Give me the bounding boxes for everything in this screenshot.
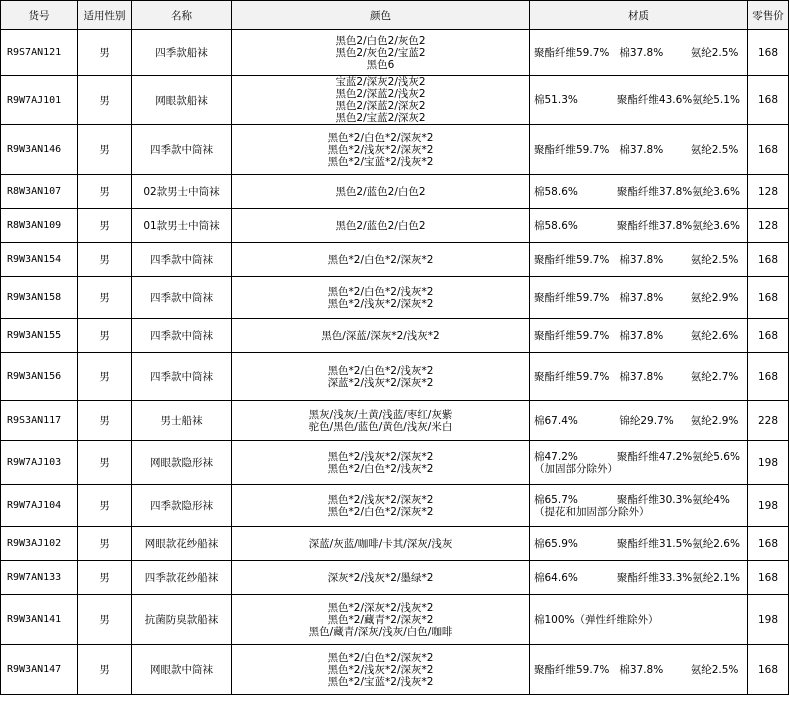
material-component: 棉67.4%: [534, 414, 578, 427]
cell-price: 198: [748, 485, 789, 527]
cell-price: 228: [748, 401, 789, 441]
cell-colors: [232, 30, 530, 76]
cell-price: 168: [748, 277, 789, 319]
cell-code: R9W3AN158: [1, 277, 78, 319]
cell-gender: 男: [78, 441, 132, 485]
color-line: 黑色2/深蓝2/浅灰2: [335, 88, 426, 100]
cell-code: R9W7AJ104: [1, 485, 78, 527]
color-line: 黑色*2/浅灰*2/深灰*2: [327, 143, 434, 156]
material-line: [534, 494, 745, 506]
color-line: 深蓝/灰蓝/咖啡/卡其/深灰/浅灰: [308, 537, 453, 550]
material-component: 聚酯纤维59.7%: [534, 663, 610, 676]
table-row: [1, 441, 789, 485]
cell-gender: 男: [78, 277, 132, 319]
material-line: [534, 614, 745, 626]
cell-code: R9W3AN156: [1, 353, 78, 401]
color-line: 深蓝*2/浅灰*2/深灰*2: [327, 376, 434, 389]
table-row: [1, 30, 789, 76]
color-line: 黑色2/白色2/灰色2: [335, 34, 426, 47]
material-line: [534, 371, 745, 383]
material-component: 氨纶2.9%: [690, 291, 739, 304]
material-line: [534, 220, 745, 232]
color-line: 宝蓝2/深灰2/浅灰2: [335, 76, 426, 88]
color-line: 黑色6: [366, 58, 395, 71]
material-component: 氨纶2.6%: [692, 537, 740, 550]
color-line: 黑色/深蓝/深灰*2/浅灰*2: [321, 329, 440, 342]
material-component: 氨纶3.6%: [692, 185, 740, 198]
table-row: [1, 319, 789, 353]
color-line: 黑色*2/白色*2/浅灰*2: [327, 462, 434, 475]
material-component: 氨纶5.1%: [692, 94, 740, 106]
material-line: [534, 94, 745, 106]
material-component: 聚酯纤维59.7%: [534, 253, 610, 266]
header-row: [1, 1, 789, 30]
cell-colors: [232, 595, 530, 645]
material-component: 棉37.8%: [619, 370, 664, 383]
color-line: 黑色*2/宝蓝*2/浅灰*2: [327, 155, 434, 168]
cell-gender: 男: [78, 76, 132, 125]
cell-material: [530, 209, 748, 243]
cell-gender: 男: [78, 401, 132, 441]
cell-code: R9W3AN141: [1, 595, 78, 645]
color-line: 黑色*2/宝蓝*2/浅灰*2: [327, 675, 434, 688]
cell-code: R9W3AN147: [1, 645, 78, 695]
material-component: 氨纶2.6%: [690, 329, 739, 342]
material-component: 氨纶5.6%: [692, 450, 740, 463]
color-line: 驼色/黑色/蓝色/黄色/浅灰/米白: [308, 420, 453, 433]
color-line: 黑色*2/白色*2/浅灰*2: [327, 285, 434, 298]
color-line: 深灰*2/浅灰*2/墨绿*2: [327, 571, 434, 584]
cell-price: 168: [748, 125, 789, 175]
cell-code: R9W3AN155: [1, 319, 78, 353]
cell-gender: 男: [78, 595, 132, 645]
table-row: [1, 76, 789, 125]
cell-price: 198: [748, 595, 789, 645]
cell-gender: 男: [78, 319, 132, 353]
color-line: 黑色*2/浅灰*2/深灰*2: [327, 450, 434, 463]
cell-colors: [232, 401, 530, 441]
cell-price: 168: [748, 30, 789, 76]
cell-colors: [232, 319, 530, 353]
cell-colors: [232, 527, 530, 561]
material-component: 锦纶29.7%: [619, 414, 674, 427]
cell-gender: 男: [78, 243, 132, 277]
table-row: [1, 645, 789, 695]
material-component: 棉51.3%: [534, 94, 578, 106]
material-component: 聚酯纤维31.5%: [616, 537, 693, 550]
material-component: 棉64.6%: [534, 571, 578, 584]
table-body: [1, 30, 789, 695]
cell-code: R8W3AN109: [1, 209, 78, 243]
header-material: 材质: [530, 1, 748, 30]
cell-name: 四季款中筒袜: [132, 243, 232, 277]
table-row: [1, 243, 789, 277]
material-component: 聚酯纤维59.7%: [534, 291, 610, 304]
cell-material: [530, 277, 748, 319]
material-line: [534, 144, 745, 156]
cell-price: 168: [748, 76, 789, 125]
material-component: 氨纶2.5%: [690, 143, 739, 156]
cell-material: [530, 401, 748, 441]
material-component: 氨纶4%: [692, 493, 730, 506]
material-component: 棉47.2%: [534, 450, 578, 463]
material-line: [534, 664, 745, 676]
cell-name: 网眼款隐形袜: [132, 441, 232, 485]
material-component: 棉58.6%: [534, 185, 578, 198]
cell-code: R9W7AJ101: [1, 76, 78, 125]
material-component: 聚酯纤维37.8%: [616, 219, 693, 232]
cell-code: R9W3AN154: [1, 243, 78, 277]
color-line: 黑色2/蓝色2/白色2: [335, 185, 426, 198]
table-row: [1, 175, 789, 209]
cell-gender: 男: [78, 353, 132, 401]
material-component: 聚酯纤维59.7%: [534, 46, 610, 59]
table-row: [1, 561, 789, 595]
cell-code: R9W7AJ103: [1, 441, 78, 485]
material-component: 棉37.8%: [619, 329, 664, 342]
cell-price: 128: [748, 175, 789, 209]
material-component: 聚酯纤维59.7%: [534, 143, 610, 156]
cell-price: 168: [748, 527, 789, 561]
cell-name: 01款男士中筒袜: [132, 209, 232, 243]
cell-price: 168: [748, 353, 789, 401]
material-component: 氨纶2.5%: [690, 253, 739, 266]
material-component: 棉65.7%: [534, 493, 578, 506]
cell-colors: [232, 441, 530, 485]
material-note: （加固部分除外）: [534, 462, 618, 475]
cell-price: 128: [748, 209, 789, 243]
color-line: 黑色*2/白色*2/浅灰*2: [327, 364, 434, 377]
cell-colors: [232, 353, 530, 401]
cell-name: 网眼款船袜: [132, 76, 232, 125]
cell-colors: [232, 175, 530, 209]
material-line: [534, 415, 745, 427]
material-component: 棉37.8%: [619, 46, 664, 59]
material-component: 棉37.8%: [619, 143, 664, 156]
color-line: 黑色*2/藏青*2/深灰*2: [327, 613, 434, 626]
cell-material: [530, 76, 748, 125]
cell-code: R9S3AN117: [1, 401, 78, 441]
cell-name: 四季款中筒袜: [132, 319, 232, 353]
material-line: [534, 330, 745, 342]
material-component: 聚酯纤维37.8%: [616, 185, 693, 198]
material-component: 氨纶2.1%: [692, 571, 740, 584]
table-row: [1, 125, 789, 175]
color-line: 黑色*2/浅灰*2/深灰*2: [327, 493, 434, 506]
color-line: 黑色*2/深灰*2/浅灰*2: [327, 601, 434, 614]
color-line: 黑色/藏青/深灰/浅灰/白色/咖啡: [308, 625, 453, 638]
material-line: [534, 254, 745, 266]
cell-gender: 男: [78, 125, 132, 175]
color-line: 黑色*2/浅灰*2/深灰*2: [327, 297, 434, 310]
cell-colors: [232, 645, 530, 695]
cell-name: 四季款花纱船袜: [132, 561, 232, 595]
cell-colors: [232, 277, 530, 319]
cell-name: 四季款船袜: [132, 30, 232, 76]
table-row: [1, 485, 789, 527]
cell-price: 168: [748, 243, 789, 277]
material-line: [534, 292, 745, 304]
material-component: 聚酯纤维43.6%: [616, 94, 693, 106]
material-component: 棉37.8%: [619, 663, 664, 676]
cell-name: 四季款中筒袜: [132, 277, 232, 319]
color-line: 黑色*2/浅灰*2/深灰*2: [327, 663, 434, 676]
color-line: 黑色2/宝蓝2/深灰2: [335, 112, 426, 124]
cell-material: [530, 645, 748, 695]
table-row: [1, 209, 789, 243]
material-component: 氨纶2.9%: [690, 414, 739, 427]
cell-material: [530, 243, 748, 277]
material-line: [534, 451, 745, 463]
cell-material: [530, 125, 748, 175]
material-component: 棉37.8%: [619, 291, 664, 304]
cell-material: [530, 319, 748, 353]
material-component: 聚酯纤维59.7%: [534, 370, 610, 383]
header-name: 名称: [132, 1, 232, 30]
color-line: 黑色2/蓝色2/白色2: [335, 219, 426, 232]
cell-material: [530, 527, 748, 561]
cell-code: R9W7AN133: [1, 561, 78, 595]
cell-code: R9W3AJ102: [1, 527, 78, 561]
table-row: [1, 277, 789, 319]
material-line: [534, 572, 745, 584]
cell-colors: [232, 561, 530, 595]
header-colors: 颜色: [232, 1, 530, 30]
color-line: 黑色*2/白色*2/深灰*2: [327, 253, 434, 266]
cell-name: 网眼款中筒袜: [132, 645, 232, 695]
cell-colors: [232, 209, 530, 243]
cell-material: [530, 561, 748, 595]
material-component: 棉37.8%: [619, 253, 664, 266]
color-line: 黑色*2/白色*2/深灰*2: [327, 651, 434, 664]
header-price: 零售价: [748, 1, 789, 30]
cell-name: 抗菌防臭款船袜: [132, 595, 232, 645]
material-component: 氨纶3.6%: [692, 219, 740, 232]
cell-name: 02款男士中筒袜: [132, 175, 232, 209]
cell-gender: 男: [78, 30, 132, 76]
color-line: 黑色*2/白色*2/深灰*2: [327, 131, 434, 144]
cell-gender: 男: [78, 209, 132, 243]
cell-colors: [232, 76, 530, 125]
cell-colors: [232, 125, 530, 175]
cell-colors: [232, 243, 530, 277]
cell-name: 四季款隐形袜: [132, 485, 232, 527]
material-line: [534, 538, 745, 550]
cell-code: R9W3AN146: [1, 125, 78, 175]
material-component: 氨纶2.5%: [690, 46, 739, 59]
material-component: 棉65.9%: [534, 537, 578, 550]
cell-material: [530, 441, 748, 485]
material-component: 棉58.6%: [534, 219, 578, 232]
material-line: [534, 186, 745, 198]
cell-material: [530, 353, 748, 401]
cell-gender: 男: [78, 561, 132, 595]
cell-material: [530, 175, 748, 209]
cell-name: 男士船袜: [132, 401, 232, 441]
material-component: 聚酯纤维30.3%: [616, 493, 693, 506]
cell-price: 168: [748, 561, 789, 595]
material-component: 聚酯纤维47.2%: [616, 450, 693, 463]
cell-name: 四季款中筒袜: [132, 125, 232, 175]
table-row: [1, 595, 789, 645]
material-component: 聚酯纤维33.3%: [616, 571, 693, 584]
cell-gender: 男: [78, 645, 132, 695]
cell-material: [530, 595, 748, 645]
color-line: 黑色2/深蓝2/深灰2: [335, 100, 426, 112]
cell-name: 网眼款花纱船袜: [132, 527, 232, 561]
cell-price: 168: [748, 319, 789, 353]
header-gender: 适用性别: [78, 1, 132, 30]
table-row: [1, 527, 789, 561]
color-line: 黑色*2/白色*2/深灰*2: [327, 505, 434, 518]
material-component: 氨纶2.5%: [690, 663, 739, 676]
cell-price: 198: [748, 441, 789, 485]
material-component: 氨纶2.7%: [690, 370, 739, 383]
cell-colors: [232, 485, 530, 527]
cell-price: 168: [748, 645, 789, 695]
color-line: 黑灰/浅灰/土黄/浅蓝/枣红/灰紫: [308, 408, 453, 421]
material-component: 聚酯纤维59.7%: [534, 329, 610, 342]
material-line: [534, 47, 745, 59]
table-row: [1, 401, 789, 441]
cell-material: [530, 485, 748, 527]
color-line: 黑色2/灰色2/宝蓝2: [335, 46, 426, 59]
cell-name: 四季款中筒袜: [132, 353, 232, 401]
material-component: 棉100%（弹性纤维除外）: [534, 613, 659, 626]
cell-gender: 男: [78, 527, 132, 561]
cell-gender: 男: [78, 485, 132, 527]
cell-code: R9S7AN121: [1, 30, 78, 76]
cell-gender: 男: [78, 175, 132, 209]
cell-material: [530, 30, 748, 76]
table-row: [1, 353, 789, 401]
material-note: （提花和加固部分除外）: [534, 505, 650, 518]
cell-code: R8W3AN107: [1, 175, 78, 209]
header-code: 货号: [1, 1, 78, 30]
